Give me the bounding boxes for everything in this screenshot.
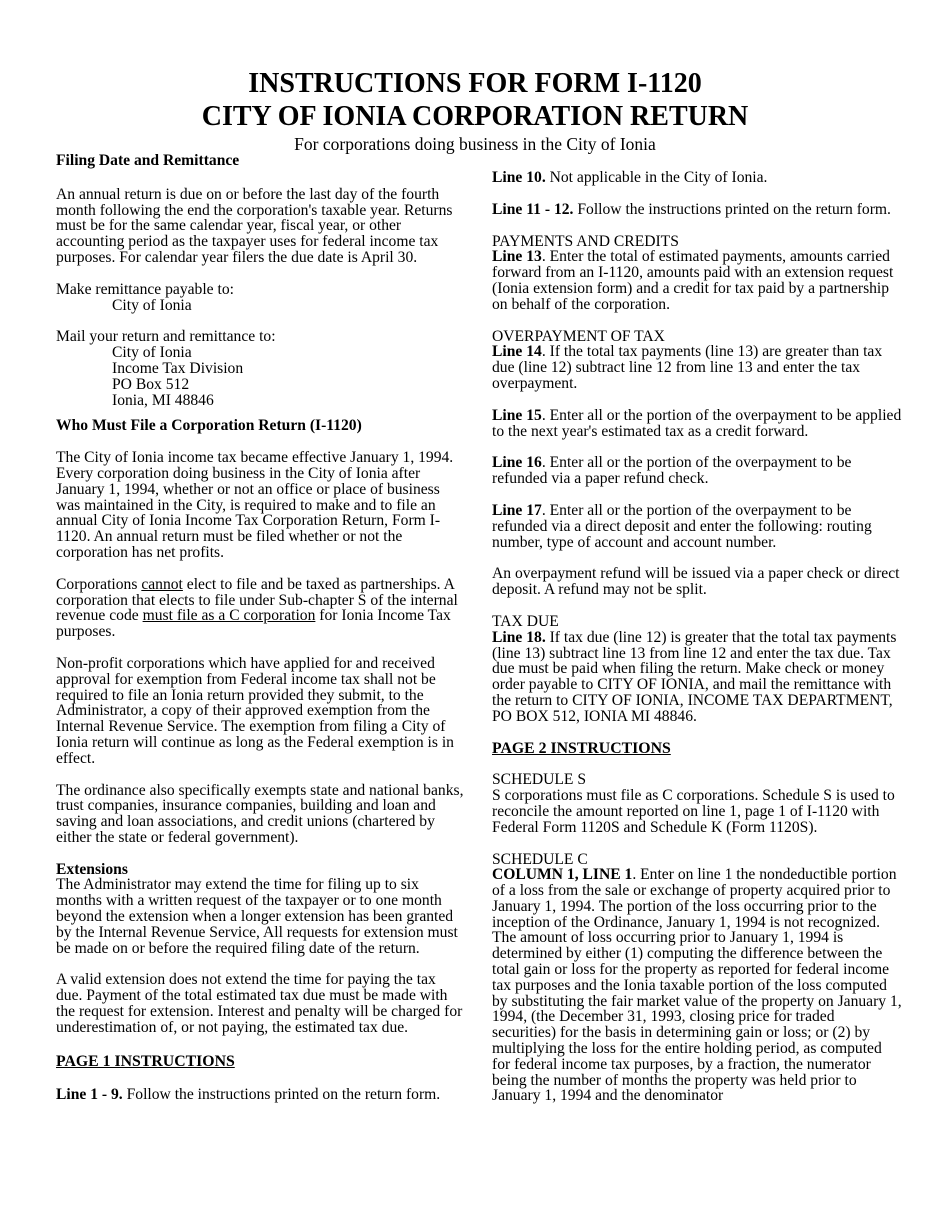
line-16-text: . Enter all or the portion of the overpayment to be refunded via a paper refund check. bbox=[492, 454, 852, 488]
line-11-12-text: Follow the instructions printed on the return form. bbox=[573, 200, 891, 218]
refund-paragraph: An overpayment refund will be issued via a paper check or direct deposit. A refund may not be split. bbox=[492, 565, 900, 599]
document-subtitle: For corporations doing business in the City of Ionia bbox=[294, 134, 656, 154]
column-1-line-1-text: . Enter on line 1 the nondeductible portion of a loss from the sale or exchange of property acquired prior to January 1, 1994. The portion of the loss occurring prior to the inception of the Ordinance, January 1, 1994 is not recognized. The amount of loss occurring prior to January 1, 1994 is determined by either (1) computing the difference between the total gain or loss for the property as reported for federal income tax purposes and the Ionia taxable portion of the loss computed by substituting the fair market value of the property on January 1, 1994, (the December 31, 1993, closing price for traded securities) for the basis in determining gain or loss; or (2) by multiplying the loss for the entire holding period, as computed for federal income tax purposes, by a fraction, the numerator being the number of months the property was held prior to January 1, 1994 and the denominator bbox=[492, 866, 902, 1105]
who-must-file-heading: Who Must File a Corporation Return (I-1120) bbox=[56, 417, 362, 435]
filing-paragraph: An annual return is due on or before the last day of the fourth month following the end the corporation's taxable year. Returns must be for the same calendar year, fiscal year, or other accounting period as the taxpayer uses for federal income tax purposes. For calendar year filers the due date is April 30. bbox=[56, 185, 453, 266]
extensions-paragraph: The Administrator may extend the time for filing up to six months with a written request of the taxpayer or to one month beyond the extension when a longer extension has been granted by the Internal Revenue Service, All requests for extension must be made on or before the required filing date of the return. bbox=[56, 876, 458, 957]
line-17-label: Line 17 bbox=[492, 501, 542, 519]
line-10-paragraph bbox=[492, 170, 902, 186]
payable-name: City of Ionia bbox=[112, 296, 192, 314]
column-1-line-1-label: COLUMN 1, LINE 1 bbox=[492, 866, 633, 884]
line-14-text: . If the total tax payments (line 13) are greater than tax due (line 12) subtract line 12 from line 13 and enter the tax overpayment. bbox=[492, 343, 883, 392]
line-13-text: . Enter the total of estimated payments, amounts carried forward from an I-1120, amounts paid with an extension request (Ionia extension form) and a credit for tax paid by a partnership on behalf of the corporation. bbox=[492, 248, 894, 313]
tax-due-heading: TAX DUE bbox=[492, 612, 559, 630]
who-must-file-paragraph: The City of Ionia income tax became effective January 1, 1994. Every corporation doing business in the City of Ionia after January 1, 1994, whether or not an office or place of business was maintained in the City, is required to make and to file an annual City of Ionia Income Tax Corporation Return, Form I-1120. An annual return must be filed whether or not the corporation has net profits. bbox=[56, 449, 454, 561]
document-title-line-2: CITY OF IONIA CORPORATION RETURN bbox=[201, 101, 749, 132]
overpayment-heading: OVERPAYMENT OF TAX bbox=[492, 327, 665, 345]
extensions-heading: Extensions bbox=[56, 860, 128, 878]
corporations-text-c: for Ionia Income Tax purposes. bbox=[56, 607, 451, 641]
line-14-paragraph bbox=[492, 344, 902, 391]
line-10-label: Line 10. bbox=[492, 169, 546, 186]
left-column bbox=[56, 153, 466, 1103]
schedule-c-heading: SCHEDULE C bbox=[492, 850, 588, 868]
column-1-line-1-paragraph bbox=[492, 867, 902, 1104]
line-18-paragraph bbox=[492, 630, 902, 725]
mail-address-line: Ionia, MI 48846 bbox=[112, 391, 214, 409]
schedule-s-heading: SCHEDULE S bbox=[492, 771, 587, 789]
line-1-9-paragraph bbox=[56, 1087, 466, 1103]
ordinance-paragraph: The ordinance also specifically exempts state and national banks, trust companies, insurance companies, building and loan and saving and loan associations, and credit unions (chartered by either the state or federal government). bbox=[56, 781, 464, 846]
line-11-12-paragraph bbox=[492, 202, 902, 218]
line-18-label: Line 18. bbox=[492, 628, 546, 646]
mail-label: Mail your return and remittance to: bbox=[56, 328, 276, 346]
document-title-line-1: INSTRUCTIONS FOR FORM I-1120 bbox=[248, 68, 702, 99]
payments-credits-heading: PAYMENTS AND CREDITS bbox=[492, 232, 679, 250]
line-13-label: Line 13 bbox=[492, 248, 542, 266]
must-file-underlined: must file as a C corporation bbox=[142, 607, 316, 625]
page-1-instructions-heading: PAGE 1 INSTRUCTIONS bbox=[56, 1052, 235, 1070]
payable-label: Make remittance payable to: bbox=[56, 280, 234, 298]
non-profit-paragraph: Non-profit corporations which have applied for and received approval for exemption from Federal income tax shall not be required to file an Ionia return provided they submit, to the Administrator, a copy of their approved exemption from the Internal Revenue Service. The exemption from filing a City of Ionia return will continue as long as the Federal exemption is in effect. bbox=[56, 654, 454, 767]
line-15-label: Line 15 bbox=[492, 406, 542, 424]
line-10-text: Not applicable in the City of Ionia. bbox=[545, 169, 768, 186]
corporations-text-a: Corporations bbox=[56, 575, 142, 593]
filing-heading: Filing Date and Remittance bbox=[56, 152, 240, 169]
line-16-paragraph bbox=[492, 455, 902, 487]
corporations-text-b: elect to file and be taxed as partnerships. A corporation that elects to file under Sub-chapter S of the internal revenue code bbox=[56, 575, 458, 625]
line-1-9-text: Follow the instructions printed on the return form. bbox=[122, 1086, 441, 1104]
line-1-9-label: Line 1 - 9. bbox=[56, 1086, 123, 1104]
line-13-paragraph bbox=[492, 249, 902, 312]
mail-address-line: PO Box 512 bbox=[112, 375, 190, 393]
schedule-s-paragraph: S corporations must file as C corporations. Schedule S is used to reconcile the amount reported on line 1, page 1 of I-1120 with Federal Form 1120S and Schedule K (Form 1120S). bbox=[492, 787, 895, 836]
line-18-text: If tax due (line 12) is greater that the total tax payments (line 13) subtract line 13 from line 12 and enter the tax due. Tax due must be paid when filing the return. Make check or money order payable to CITY OF IONIA, and mail the remittance with the return to CITY OF IONIA, INCOME TAX DEPARTMENT, PO BOX 512, IONIA MI 48846. bbox=[492, 628, 897, 725]
corporations-paragraph bbox=[56, 577, 466, 640]
cannot-underlined: cannot bbox=[141, 575, 183, 593]
mail-address-line: City of Ionia bbox=[112, 344, 192, 362]
page-2-instructions-heading: PAGE 2 INSTRUCTIONS bbox=[492, 739, 671, 757]
right-column bbox=[492, 170, 902, 1104]
line-16-label: Line 16 bbox=[492, 454, 542, 472]
line-14-label: Line 14 bbox=[492, 343, 542, 361]
mail-address-line: Income Tax Division bbox=[112, 359, 244, 377]
line-17-paragraph bbox=[492, 503, 902, 550]
line-17-text: . Enter all or the portion of the overpayment to be refunded via a direct deposit and enter the following: routing number, type of account and account number. bbox=[492, 501, 872, 551]
valid-extension-paragraph: A valid extension does not extend the time for paying the tax due. Payment of the total estimated tax due must be made with the request for extension. Interest and penalty will be charged for underestimation of, or not paying, the estimated tax due. bbox=[56, 971, 463, 1036]
line-15-text: . Enter all or the portion of the overpayment to be applied to the next year's estimated tax as a credit forward. bbox=[492, 406, 902, 440]
line-15-paragraph bbox=[492, 408, 902, 440]
line-11-12-label: Line 11 - 12. bbox=[492, 200, 574, 218]
